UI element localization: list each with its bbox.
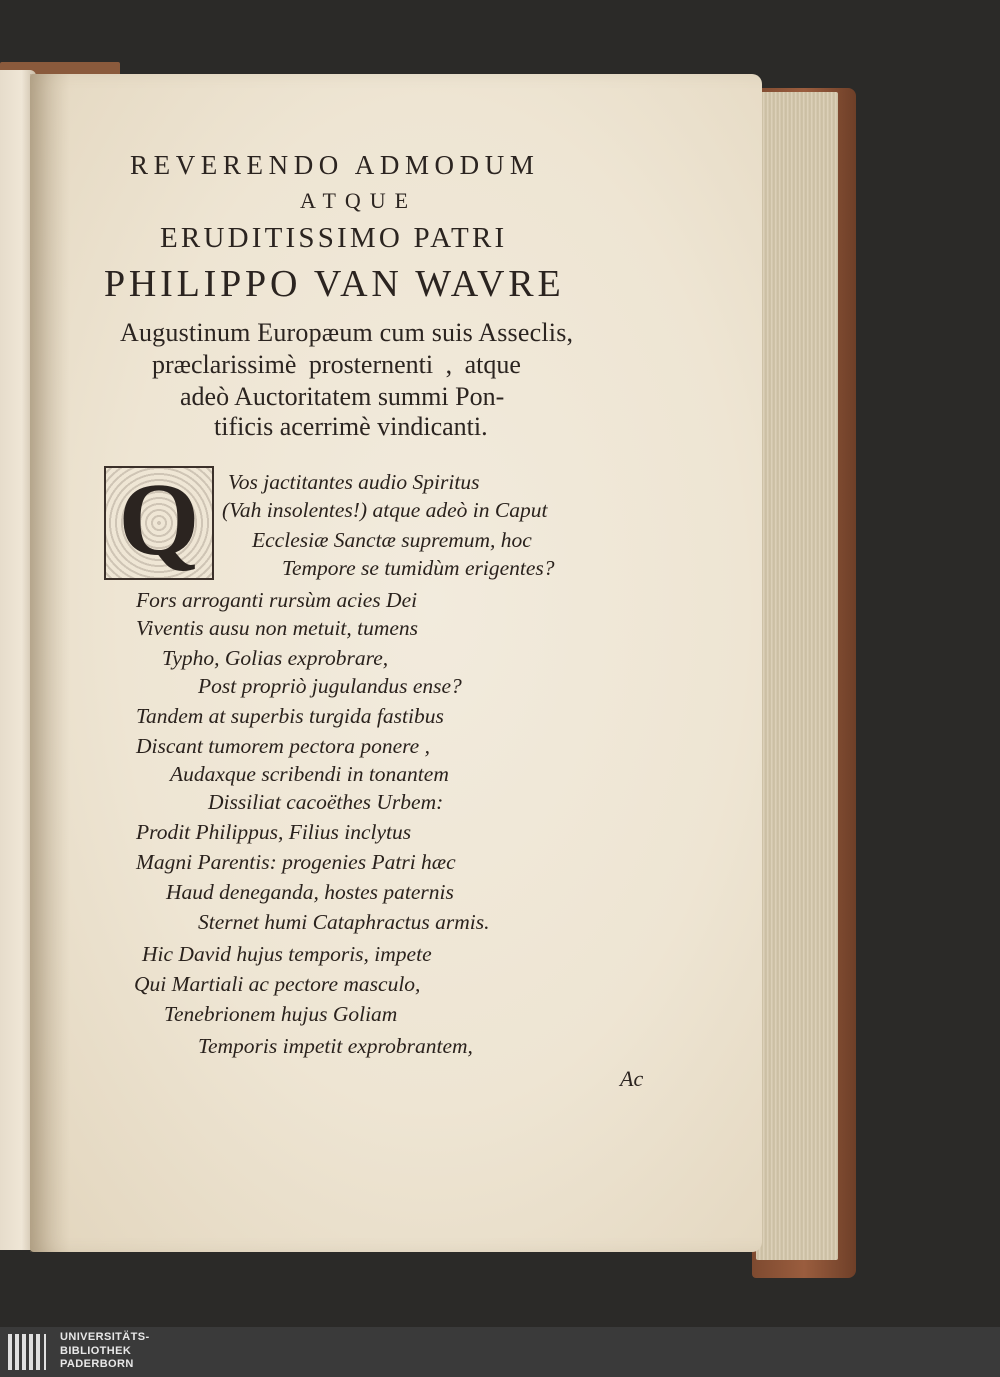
- verse-line-3: Ecclesiæ Sanctæ supremum, hoc: [252, 528, 532, 552]
- catchword: Ac: [620, 1066, 644, 1091]
- verse-line-2: (Vah insolentes!) atque adeò in Caput: [222, 498, 548, 522]
- verse-line-11: Audaxque scribendi in tonantem: [170, 762, 449, 786]
- verse-line-12: Dissiliat cacoëthes Urbem:: [208, 790, 444, 814]
- title-line-4: PHILIPPO VAN WAVRE: [104, 263, 565, 305]
- verse-line-6: Viventis ausu non metuit, tumens: [136, 616, 419, 640]
- verse-line-14: Magni Parentis: progenies Patri hæc: [136, 850, 456, 874]
- verse-line-4: Tempore se tumidùm erigentes?: [282, 556, 555, 580]
- page-fore-edge: [756, 92, 838, 1260]
- title-line-2: ATQUE: [300, 188, 418, 213]
- verse-line-18: Qui Martiali ac pectore masculo,: [134, 972, 421, 996]
- verse-line-17: Hic David hujus temporis, impete: [142, 942, 432, 966]
- decorated-initial: [104, 462, 214, 580]
- verse-line-9: Tandem at superbis turgida fastibus: [136, 704, 444, 728]
- verse-line-10: Discant tumorem pectora ponere ,: [136, 734, 430, 758]
- title-line-1: REVERENDO ADMODUM: [130, 150, 540, 180]
- dedication-line-2: præclarissimè prosternenti , atque: [152, 350, 521, 379]
- title-line-3: ERUDITISSIMO PATRI: [160, 222, 508, 254]
- verse-line-8: Post propriò jugulandus ense?: [198, 674, 462, 698]
- verse-line-13: Prodit Philippus, Filius inclytus: [136, 820, 412, 844]
- verse-line-15: Haud deneganda, hostes paternis: [166, 880, 454, 904]
- verse-line-5: Fors arroganti rursùm acies Dei: [136, 588, 418, 612]
- library-logo-icon: [6, 1330, 52, 1374]
- library-name: [60, 1331, 150, 1372]
- library-name-line-1: UNIVERSITÄTS-: [60, 1331, 150, 1343]
- verse-line-20: Temporis impetit exprobrantem,: [198, 1034, 473, 1058]
- verse-line-19: Tenebrionem hujus Goliam: [164, 1002, 398, 1026]
- verse-line-1: Vos jactitantes audio Spiritus: [228, 470, 480, 494]
- gutter-shadow: [30, 74, 70, 1252]
- dropcap-letter: Q: [118, 462, 200, 577]
- library-name-line-3: PADERBORN: [60, 1358, 134, 1370]
- footer-bar: [0, 1327, 1000, 1377]
- library-name-line-2: BIBLIOTHEK: [60, 1344, 132, 1357]
- verse-line-16: Sternet humi Cataphractus armis.: [198, 910, 490, 934]
- dedication-line-1: Augustinum Europæum cum suis Asseclis,: [120, 318, 574, 347]
- verse-line-7: Typho, Golias exprobrare,: [162, 646, 389, 670]
- dedication-line-4: tificis acerrimè vindicanti.: [214, 412, 488, 441]
- dedication-line-3: adeò Auctoritatem summi Pon-: [180, 382, 505, 411]
